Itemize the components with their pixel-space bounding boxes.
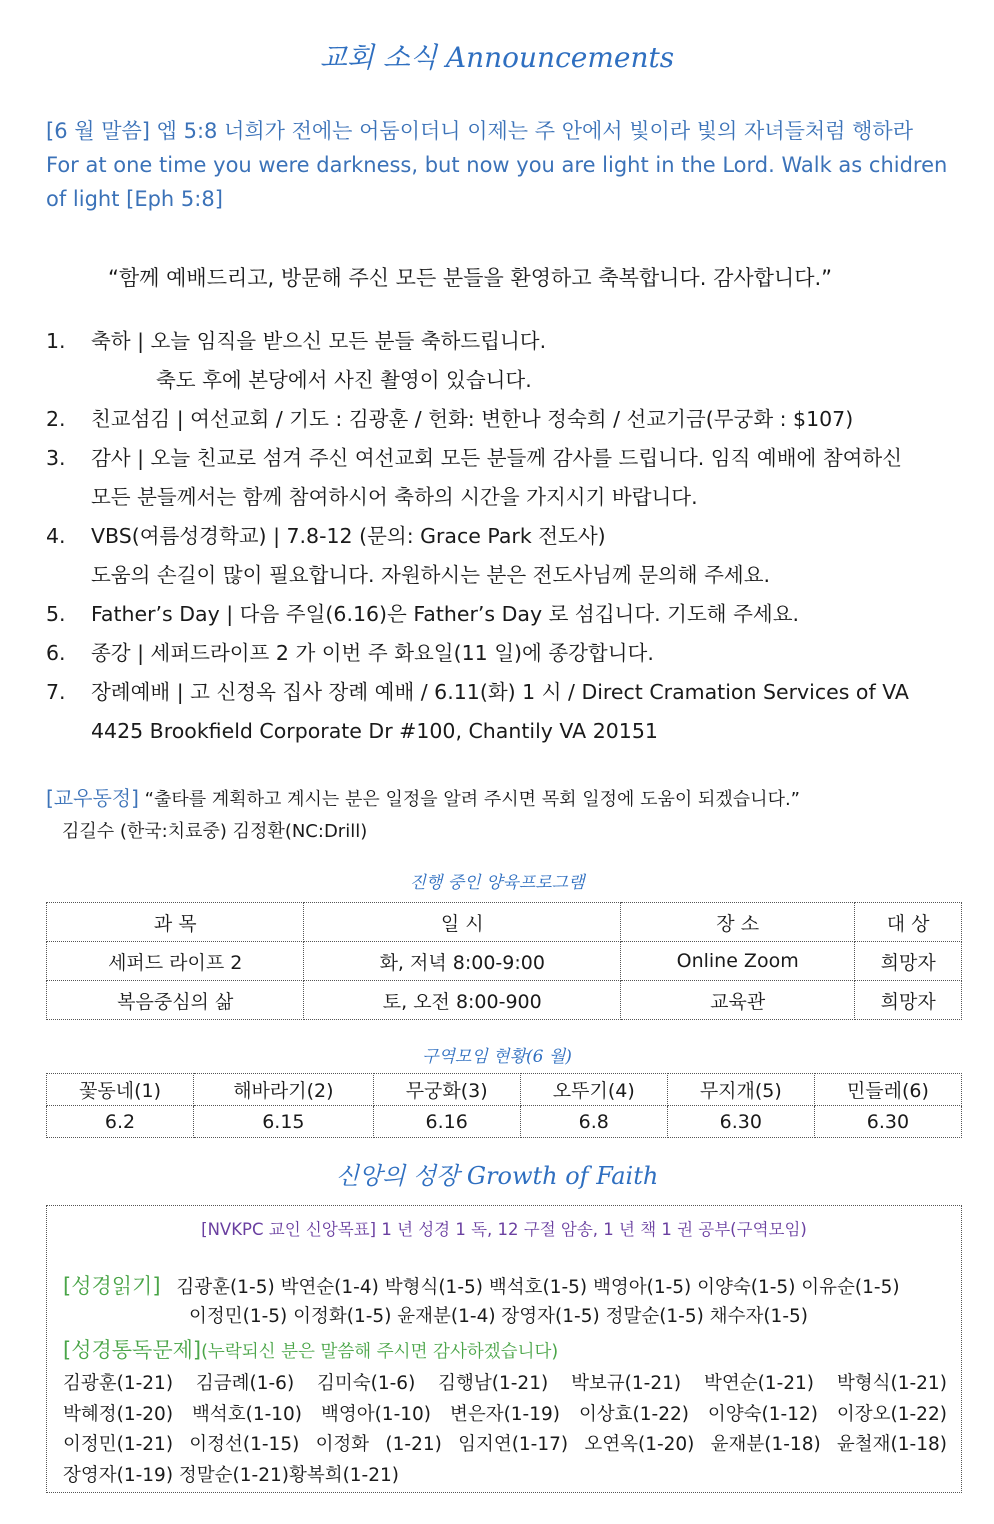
item-continuation: 4425 Brookfield Corporate Dr #100, Chantily VA 20151	[91, 719, 658, 743]
growth-box	[46, 1205, 962, 1493]
faith-goal: [NVKPC 교인 신앙목표] 1 년 성경 1 독, 12 구절 암송, 1 년 책 1 권 공부(구역모임)	[201, 1220, 807, 1239]
table-cell: 복음중심의 삶	[47, 981, 304, 1020]
table-cell: 세퍼드 라이프 2	[47, 942, 304, 981]
list-item	[63, 1430, 947, 1461]
district-date: 6.30	[667, 1106, 814, 1138]
table-row	[47, 1106, 962, 1138]
member-news-note: “출타를 계획하고 계시는 분은 일정을 알려 주시면 목회 일정에 도움이 되겠습니다.”	[138, 789, 801, 810]
name-entry: 박연순(1-21)	[703, 1373, 815, 1394]
name-entry: 박형식(1-21)	[836, 1373, 947, 1394]
list-item	[63, 1461, 947, 1492]
programs-table	[46, 902, 962, 1020]
announcement-item	[46, 595, 976, 634]
announcement-item	[46, 400, 976, 439]
table-cell: 희망자	[855, 942, 962, 981]
table-cell: 교육관	[621, 981, 855, 1020]
header-cell: 과 목	[47, 903, 304, 942]
item-continuation: 모든 분들께서는 함께 참여하시어 축하의 시간을 가지시기 바랍니다.	[91, 485, 698, 509]
item-text: VBS(여름성경학교) | 7.8-12 (문의: Grace Park 전도사)	[91, 524, 606, 548]
district-date: 6.16	[373, 1106, 520, 1138]
reading-label: [성경읽기]	[63, 1274, 161, 1298]
district-date: 6.15	[194, 1106, 374, 1138]
announcement-item	[46, 439, 976, 478]
problem-names	[63, 1369, 947, 1491]
district-name: 해바라기(2)	[194, 1074, 374, 1106]
header-cell: 장 소	[621, 903, 855, 942]
name-entry: 박보규(1-21)	[571, 1373, 682, 1394]
table-cell: 화, 저녁 8:00-9:00	[304, 942, 621, 981]
verse-english-2: of light [Eph 5:8]	[46, 187, 223, 211]
name-entry: 김행남(1-21)	[438, 1373, 549, 1394]
district-name: 꽃동네(1)	[47, 1074, 194, 1106]
name-entry: 이상효(1-22)	[578, 1403, 689, 1425]
name-entry: 이장오(1-22)	[836, 1403, 947, 1425]
name-entry: 백영아(1-10)	[320, 1403, 432, 1425]
name-entry: 이정민(1-21)	[63, 1434, 174, 1455]
announcement-item	[46, 673, 976, 712]
item-number: 3.	[46, 446, 66, 470]
name-entry: 김금례(1-6)	[195, 1373, 295, 1394]
item-number: 6.	[46, 641, 66, 665]
member-news-tag: [교우동정]	[46, 786, 139, 810]
page-title: 교회 소식 Announcements	[319, 41, 675, 74]
item-continuation: 도움의 손길이 많이 필요합니다. 자원하시는 분은 전도사님께 문의해 주세요.	[91, 563, 771, 587]
item-text: 장례예배 | 고 신정옥 집사 장례 예배 / 6.11(화) 1 시 / Direct Cramation Services of VA	[91, 680, 909, 704]
table-row	[47, 942, 962, 981]
district-name: 민들레(6)	[814, 1074, 961, 1106]
name-entry: (1-21)	[385, 1434, 442, 1455]
reading-names-2: 이정민(1-5) 이정화(1-5) 윤재분(1-4) 장영자(1-5) 정말순(1-5) 채수자(1-5)	[189, 1306, 808, 1327]
name-entry: 이양숙(1-12)	[707, 1403, 818, 1425]
item-text: 종강 | 세퍼드라이프 2 가 이번 주 화요일(11 일)에 종강합니다.	[91, 641, 654, 665]
name-entry: 장영자(1-19) 정말순(1-21)황복희(1-21)	[63, 1464, 399, 1486]
district-name: 오뚜기(4)	[520, 1074, 667, 1106]
announcement-item	[46, 517, 976, 556]
table-cell: 토, 오전 8:00-900	[304, 981, 621, 1020]
welcome-message: “함께 예배드리고, 방문해 주신 모든 분들을 환영하고 축복합니다. 감사합니다.”	[108, 266, 833, 290]
item-number: 1.	[46, 329, 66, 353]
name-entry: 윤재분(1-18)	[710, 1434, 821, 1455]
monthly-verse	[46, 114, 966, 216]
districts-table	[46, 1073, 962, 1138]
verse-korean: [6 월 말씀] 엡 5:8 너희가 전에는 어둠이더니 이제는 주 안에서 빛이라 빛의 자녀들처럼 행하라	[46, 119, 914, 143]
name-entry: 오연옥(1-20)	[584, 1434, 695, 1455]
name-entry: 이정화	[315, 1434, 370, 1455]
name-entry: 백석호(1-10)	[191, 1403, 303, 1425]
growth-title: 신앙의 성장 Growth of Faith	[335, 1162, 659, 1190]
problem-line	[63, 1334, 558, 1364]
reading-line-1	[63, 1270, 900, 1300]
name-entry: 윤철재(1-18)	[836, 1434, 947, 1455]
table-header-row	[47, 903, 962, 942]
item-continuation: 축도 후에 본당에서 사진 촬영이 있습니다.	[156, 368, 532, 392]
item-number: 5.	[46, 602, 66, 626]
item-text: Father’s Day | 다음 주일(6.16)은 Father’s Day 로 섬깁니다. 기도해 주세요.	[91, 602, 800, 626]
problem-note: (누락되신 분은 말씀해 주시면 감사하겠습니다)	[201, 1342, 559, 1362]
name-entry: 이정선(1-15)	[189, 1434, 300, 1455]
table-cell: Online Zoom	[621, 942, 855, 981]
list-item	[63, 1400, 947, 1431]
item-text: 감사 | 오늘 친교로 섬겨 주신 여선교회 모든 분들께 감사를 드립니다. 임직 예배에 참여하신	[91, 446, 903, 470]
programs-title: 진행 중인 양육프로그램	[409, 873, 585, 893]
districts-title: 구역모임 현황(6 월)	[422, 1047, 572, 1067]
verse-english-1: For at one time you were darkness, but now you are light in the Lord. Walk as chidren	[46, 153, 948, 177]
table-header-row	[47, 1074, 962, 1106]
item-text: 축하 | 오늘 임직을 받으신 모든 분들 축하드립니다.	[91, 329, 547, 353]
list-item	[63, 1369, 947, 1400]
district-date: 6.30	[814, 1106, 961, 1138]
name-entry: 변은자(1-19)	[449, 1403, 560, 1425]
name-entry: 김광훈(1-21)	[63, 1373, 174, 1394]
district-name: 무지개(5)	[667, 1074, 814, 1106]
announcement-item	[46, 634, 976, 673]
item-number: 7.	[46, 680, 66, 704]
table-cell: 희망자	[855, 981, 962, 1020]
item-number: 4.	[46, 524, 66, 548]
district-name: 무궁화(3)	[373, 1074, 520, 1106]
reading-names-1: 김광훈(1-5) 박연순(1-4) 박형식(1-5) 백석호(1-5) 백영아(1-5) 이양숙(1-5) 이유순(1-5)	[176, 1277, 900, 1298]
name-entry: 박혜정(1-20)	[63, 1403, 174, 1425]
problem-label: [성경통독문제]	[63, 1338, 202, 1362]
announcement-item	[46, 322, 976, 361]
member-news	[46, 782, 976, 848]
announcement-list	[46, 322, 976, 751]
item-number: 2.	[46, 407, 66, 431]
item-text: 친교섬김 | 여선교회 / 기도 : 김광훈 / 헌화: 변한나 정숙희 / 선교기금(무궁화 : $107)	[91, 407, 854, 431]
header-cell: 일 시	[304, 903, 621, 942]
table-row	[47, 981, 962, 1020]
district-date: 6.8	[520, 1106, 667, 1138]
member-news-names: 김길수 (한국:치료중) 김정환(NC:Drill)	[62, 821, 368, 842]
district-date: 6.2	[47, 1106, 194, 1138]
name-entry: 김미숙(1-6)	[317, 1373, 416, 1394]
name-entry: 임지연(1-17)	[458, 1434, 569, 1455]
header-cell: 대 상	[855, 903, 962, 942]
